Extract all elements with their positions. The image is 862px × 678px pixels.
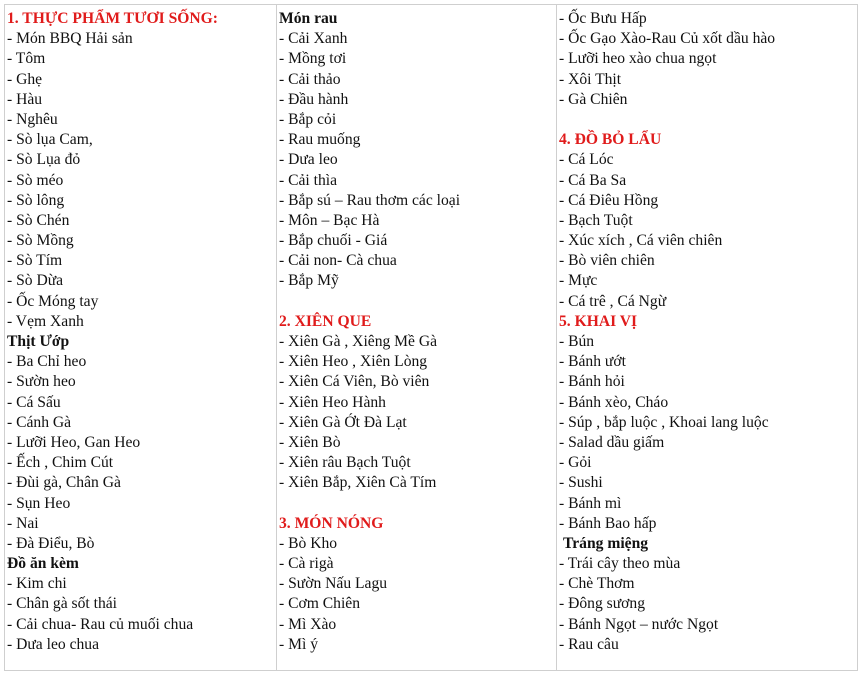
- menu-item: - Mì ý: [279, 635, 318, 653]
- menu-item: - Nai: [7, 514, 39, 532]
- menu-item: - Hàu: [7, 90, 43, 108]
- section-spacer: [559, 110, 857, 130]
- menu-item: - Lưỡi heo xào chua ngọt: [559, 50, 717, 68]
- section-heading-hot-dishes: 3. MÓN NÓNG: [279, 514, 384, 532]
- menu-item: - Bò viên chiên: [559, 252, 655, 270]
- menu-item: - Đùi gà, Chân Gà: [7, 474, 121, 492]
- menu-column-2: [276, 5, 556, 670]
- menu-item: - Xiên râu Bạch Tuột: [279, 454, 411, 472]
- menu-item: - Bò Kho: [279, 534, 338, 552]
- menu-item: - Cải non- Cà chua: [279, 252, 397, 270]
- menu-item: - Bắp Mỹ: [279, 272, 339, 290]
- menu-item: - Xúc xích , Cá viên chiên: [559, 232, 723, 250]
- menu-item: - Cơm Chiên: [279, 595, 361, 613]
- menu-item: - Ếch , Chim Cút: [7, 454, 114, 472]
- menu-item: - Dưa leo chua: [7, 635, 100, 653]
- menu-item: - Nghêu: [7, 110, 58, 128]
- menu-item: - Sườn heo: [7, 373, 76, 391]
- menu-item: - Gỏi: [559, 454, 592, 472]
- menu-item: - Cá Lóc: [559, 151, 614, 169]
- menu-item: - Cà rigà: [279, 555, 334, 573]
- menu-item: - Bánh Ngọt – nước Ngọt: [559, 615, 719, 633]
- menu-item: - Xôi Thịt: [559, 70, 622, 88]
- menu-item: - Xiên Bắp, Xiên Cà Tím: [279, 474, 437, 492]
- menu-item: - Cá Sấu: [7, 393, 61, 411]
- menu-item: - Sò Lụa đỏ: [7, 151, 81, 169]
- menu-item: - Bánh hỏi: [559, 373, 625, 391]
- menu-item: - Bạch Tuột: [559, 211, 633, 229]
- menu-item: - Ghẹ: [7, 70, 43, 88]
- menu-item: - Cải chua- Rau củ muối chua: [7, 615, 194, 633]
- menu-item: - Sò méo: [7, 171, 64, 189]
- menu-item: - Món BBQ Hải sản: [7, 30, 133, 48]
- menu-item: - Môn – Bạc Hà: [279, 211, 380, 229]
- menu-column-1: [5, 5, 276, 670]
- vegetables-list: [279, 29, 556, 291]
- dessert-list: [559, 554, 857, 655]
- menu-item: - Bắp sú – Rau thơm các loại: [279, 191, 461, 209]
- menu-column-3: [556, 5, 857, 670]
- menu-item: - Chân gà sốt thái: [7, 595, 118, 613]
- section-spacer: [279, 292, 556, 312]
- subheading-side-dishes: Đồ ăn kèm: [7, 555, 79, 573]
- subheading-dessert: Tráng miệng: [563, 534, 649, 552]
- menu-item: - Sò Dừa: [7, 272, 64, 290]
- hotpot-list: [559, 150, 857, 312]
- menu-item: - Gà Chiên: [559, 90, 628, 108]
- hot-dishes-continued-list: [559, 9, 857, 110]
- section-heading-skewers: 2. XIÊN QUE: [279, 312, 372, 330]
- menu-item: - Đà Điểu, Bò: [7, 534, 95, 552]
- menu-item: - Salad dầu giấm: [559, 433, 665, 451]
- menu-item: - Xiên Gà Ớt Đà Lạt: [279, 413, 407, 431]
- menu-item: - Bún: [559, 333, 595, 350]
- menu-item: - Cá trê , Cá Ngừ: [559, 292, 667, 310]
- menu-item: - Mồng tơi: [279, 50, 347, 68]
- menu-item: - Xiên Cá Viên, Bò viên: [279, 373, 430, 391]
- menu-item: - Đông sương: [559, 595, 646, 613]
- menu-item: - Cá Ba Sa: [559, 171, 627, 189]
- menu-item: - Sò lông: [7, 191, 65, 209]
- hot-dishes-list: [279, 534, 556, 655]
- menu-item: - Sò Mồng: [7, 232, 74, 250]
- appetizers-list: [559, 332, 857, 534]
- menu-item: - Bánh ướt: [559, 353, 626, 371]
- side-dishes-list: [7, 574, 276, 655]
- menu-item: - Ốc Gạo Xào-Rau Củ xốt dầu hào: [559, 30, 776, 48]
- menu-table: [4, 4, 858, 671]
- menu-item: - Bắp cỏi: [279, 110, 337, 128]
- menu-item: - Xiên Heo , Xiên Lòng: [279, 353, 428, 371]
- menu-item: - Kim chi: [7, 575, 67, 593]
- menu-item: - Tôm: [7, 50, 46, 68]
- menu-item: - Cải thảo: [279, 70, 341, 88]
- menu-item: - Vẹm Xanh: [7, 312, 84, 330]
- menu-item: - Bánh mì: [559, 494, 622, 512]
- menu-item: - Trái cây theo mùa: [559, 555, 681, 573]
- menu-item: - Sò lụa Cam,: [7, 131, 93, 149]
- menu-item: - Xiên Heo Hành: [279, 393, 386, 411]
- menu-item: - Sò Tím: [7, 252, 63, 270]
- menu-item: - Súp , bắp luộc , Khoai lang luộc: [559, 413, 769, 431]
- menu-item: - Xiên Bò: [279, 433, 341, 451]
- menu-item: - Cá Điêu Hồng: [559, 191, 659, 209]
- menu-item: - Mực: [559, 272, 598, 290]
- menu-item: - Dưa leo: [279, 151, 338, 169]
- menu-item: - Sụn Heo: [7, 494, 71, 512]
- menu-item: - Ốc Móng tay: [7, 292, 99, 310]
- section-spacer: [279, 494, 556, 514]
- marinated-meat-list: [7, 352, 276, 554]
- menu-item: - Bánh Bao hấp: [559, 514, 657, 532]
- menu-item: - Cánh Gà: [7, 413, 72, 431]
- skewers-list: [279, 332, 556, 494]
- fresh-seafood-list: [7, 29, 276, 332]
- menu-item: - Xiên Gà , Xiêng Mề Gà: [279, 333, 438, 350]
- section-heading-fresh-food: 1. THỰC PHẨM TƯƠI SỐNG:: [7, 10, 218, 27]
- menu-item: - Ốc Bưu Hấp: [559, 10, 647, 27]
- menu-item: - Cải Xanh: [279, 30, 348, 48]
- menu-item: - Bánh xèo, Cháo: [559, 393, 669, 411]
- section-heading-appetizers: 5. KHAI VỊ: [559, 312, 638, 330]
- menu-item: - Bắp chuối - Giá: [279, 232, 388, 250]
- menu-item: - Sushi: [559, 474, 603, 492]
- menu-item: - Lưỡi Heo, Gan Heo: [7, 433, 141, 451]
- menu-item: - Cải thìa: [279, 171, 338, 189]
- menu-item: - Ba Chỉ heo: [7, 353, 87, 371]
- section-heading-hotpot: 4. ĐỒ BỎ LẨU: [559, 131, 662, 149]
- menu-item: - Đầu hành: [279, 90, 349, 108]
- subheading-vegetables: Món rau: [279, 10, 338, 27]
- menu-item: - Chè Thơm: [559, 575, 635, 593]
- menu-item: - Rau câu: [559, 635, 619, 653]
- menu-item: - Sò Chén: [7, 211, 70, 229]
- subheading-marinated-meat: Thịt Ướp: [7, 333, 70, 350]
- menu-item: - Mì Xào: [279, 615, 337, 633]
- menu-item: - Rau muống: [279, 131, 361, 149]
- menu-item: - Sườn Nấu Lagu: [279, 575, 388, 593]
